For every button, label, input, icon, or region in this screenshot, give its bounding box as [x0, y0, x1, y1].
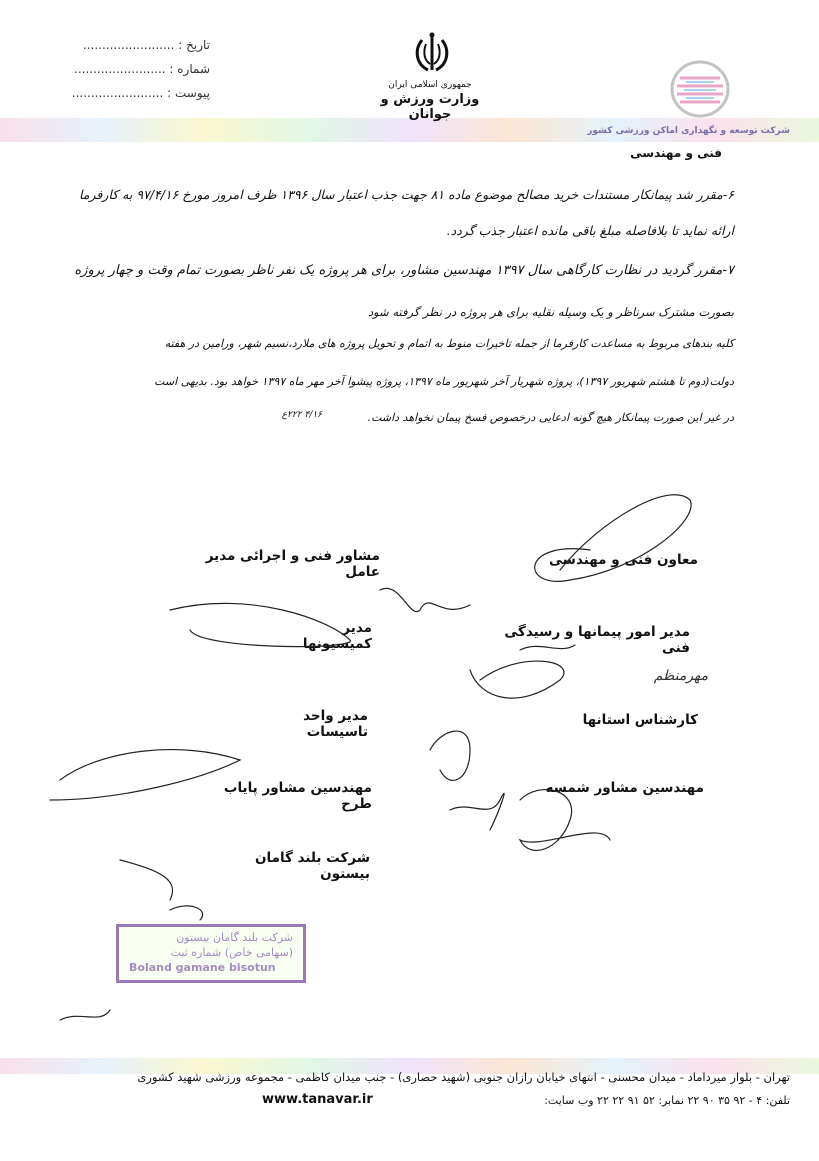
bistoon-mark-2	[170, 906, 203, 920]
payab-title: مهندسین مشاور پایاب طرح	[223, 780, 372, 812]
item-7-line-2: بصورت مشترک سرناظر و یک وسیله نقلیه برای هر پروژه در نظر گرفته شود	[367, 305, 734, 319]
stamp-line-2: (سهامی خاص) شماره ثبت	[170, 945, 293, 959]
footer-initial	[60, 1010, 110, 1020]
number-label: شماره :	[169, 62, 210, 76]
footer-phone	[350, 1094, 790, 1107]
bistoon-mark-1	[120, 860, 173, 900]
number-dots: ........................	[74, 62, 166, 76]
contracts-signature	[470, 661, 564, 698]
payab-signature	[50, 750, 240, 800]
attachment-field	[70, 86, 210, 100]
date-label: تاریخ :	[178, 38, 210, 52]
item-7-line-1: ۷-مقرر گردید در نظارت کارگاهی سال ۱۳۹۷ مهندسین مشاور، برای هر پروژه یک نفر ناظر بصورت تمام وقت و چهار پروژه	[74, 263, 734, 278]
iran-emblem-icon	[410, 30, 454, 78]
item-6-line-1: ۶-مقرر شد پیمانکار مستندات خرید مصالح موضوع ماده ۸۱ جهت جذب اعتبار سال ۱۳۹۶ ظرف امروز مورخ ۹۷/۴/۱۶ به کارفرما	[79, 187, 734, 202]
date-field	[70, 38, 210, 52]
handwritten-date-note: ۴/۱۶ ۲۲۲ع	[281, 410, 322, 420]
handwritten-name: مهرمنظم	[653, 668, 708, 684]
expert-signature	[430, 731, 470, 780]
item-6-line-2: ارائه نماید تا بلافاصله مبلغ باقی مانده اعتبار جذب گردد.	[446, 223, 734, 238]
ministry-title: وزارت ورزش و جوانان	[380, 92, 480, 122]
footer-website[interactable]: www.tanavar.ir	[262, 1092, 373, 1107]
facilities-manager-title: مدیر واحد تاسیسات	[303, 708, 368, 740]
shamseh-title: مهندسین مشاور شمسه	[545, 780, 704, 796]
provinces-expert-title: کارشناس استانها	[582, 712, 698, 728]
number-field	[70, 62, 210, 76]
shamseh-signature-2	[520, 790, 610, 851]
stamp-line-3: Boland gamane bisotun	[129, 960, 276, 974]
commissions-signature	[380, 588, 470, 611]
advisor-title: مشاور فنی و اجرائی مدیر عامل	[205, 548, 380, 580]
deputy-signature	[535, 495, 691, 582]
footer-address: تهران - بلوار میرداماد - میدان محسنی - انتهای خیابان رازان جنوبی (شهید حصاری) - جنب میدان کاظمی - مجموعه ورزشی شهید کشوری	[137, 1070, 790, 1084]
contracts-stroke	[520, 645, 575, 650]
republic-text: جمهوری اسلامی ایران	[388, 80, 472, 90]
stamp-line-1: شرکت بلند گامان بیستون	[176, 931, 293, 944]
bistoon-title: شرکت بلند گامان بیستون	[255, 850, 370, 882]
date-dots: ........................	[82, 38, 175, 52]
company-name: شرکت توسعه و نگهداری اماکن ورزشی کشور	[587, 126, 790, 136]
footer-phone-text: تلفن: ۴ - ۹۲ ۳۵ ۹۰ ۲۲ نمابر: ۵۲ ۹۱ ۲۲ ۲۲ وب سایت:	[544, 1094, 790, 1107]
commissions-manager-title: مدیر کمیسیونها	[302, 620, 372, 652]
department-name: فنی و مهندسی	[630, 146, 722, 160]
commissions-swirl	[170, 603, 350, 646]
deputy-title: معاون فنی و مهندسی	[549, 552, 698, 568]
company-stamp	[116, 924, 306, 983]
contracts-manager-title: مدیر امور پیمانها و رسیدگی فنی	[504, 624, 690, 656]
note-line-1: کلیه بندهای مربوط به مساعدت کارفرما از جمله تاخیرات منوط به اتمام و تحویل پروژه های ملارد،نسیم شهر، ورامین در هفته	[164, 337, 734, 350]
attachment-dots: ........................	[71, 86, 164, 100]
note-line-3: در غیر این صورت پیمانکار هیچ گونه ادعایی درخصوص فسخ پیمان نخواهد داشت.	[367, 411, 734, 424]
note-line-2: دولت(دوم تا هشتم شهریور ۱۳۹۷)، پروژه شهریار آخر شهریور ماه ۱۳۹۷، پروژه پیشوا آخر مهر ماه ۱۳۹۷ خواهد بود. بدیهی است	[154, 375, 734, 388]
shamseh-signature-1	[450, 793, 504, 830]
attachment-label: پیوست :	[167, 86, 210, 100]
company-logo-icon	[668, 58, 732, 120]
